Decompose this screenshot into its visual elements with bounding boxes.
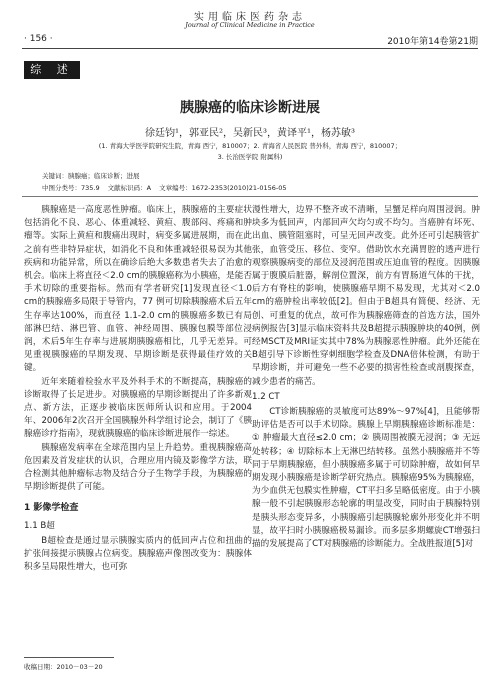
meta-divider xyxy=(22,196,478,197)
header-divider xyxy=(22,48,478,49)
subsection-heading-ct: 1.2 CT xyxy=(252,391,280,402)
page-number: · 156 · xyxy=(24,34,53,44)
classification-meta: 中图分类号：735.9 文献标识码：A 文章编号：1672-2353(2010)21-0156-05 xyxy=(42,184,287,192)
body-paragraph: 胰腺癌是一高度恶性肿瘤。临床上，胰腺癌的主要症状包括消化不良、恶心、体重减轻、黄疸、腹部闷、疼痛和肿瘤等。实际上黄疸和腹痛出现时，病变多属进展期，而在此之前有些非特异症状，如消化不良和体重减轻很易误为其他疾病和功能异常，所以在确诊后绝大多数患者失去了治愈的机会。临床上将直径＜2.0 cm的胰腺癌称为小胰癌，是能否手术切除的重要指标。然而有学者研究[1]发现直径＜1.0 cm的胰腺癌多局限于导管内，77 例可切除胰腺癌术后五年生存率达100%，而直径 1.1-2.0 cm的胰腺癌多数已有局部淋巴结、淋巴管、血管、神经周围、胰腺包膜等部位浸润，术后5年生存率与进展期胰腺癌相比，几乎无差异。可见重视胰腺癌的早期发现、早期诊断是获得最佳疗效的关键。 xyxy=(24,205,252,374)
subsection-heading-bmode: 1.1 B超 xyxy=(24,520,55,531)
journal-title-cn: 实用临床医药杂志 xyxy=(194,12,306,23)
right-column xyxy=(252,204,480,551)
footnote-divider xyxy=(24,657,114,658)
section-tag: 综 述 xyxy=(24,61,80,79)
affiliation-line-2: 3. 长治医学院 附属科) xyxy=(217,153,283,161)
section-heading-imaging: 1 影像学检查 xyxy=(24,503,79,514)
affiliation-line-1: (1. 青海大学医学院研究生院，青海 西宁，810007；2. 青海省人民医院 普外科，青海 西宁，810007； xyxy=(98,142,402,150)
body-paragraph: B超检查是通过显示胰腺实质内的低回声占位和扭曲的扩张间接提示胰腺占位病变。胰腺癌声像图改变为：胰腺体积多呈局限性增大，也可弥 xyxy=(24,535,252,573)
journal-title-en: Journal of Clinical Medicine in Practice xyxy=(185,21,315,29)
keywords: 关键词：胰腺癌；临床诊断；进展 xyxy=(42,172,140,180)
article-authors: 徐廷钧¹，郭亚民²，吴新民³，黄译平¹，杨苏敏³ xyxy=(144,128,356,139)
body-paragraph: 胰腺癌发病率在全球范围内呈上升趋势。重视胰腺癌高危因素及首发症状的认识，合理应用内镜及影像学方法，联合检测其他肿瘤标志物及结合分子生物学手段，为胰腺癌的早期诊断提供了可能。 xyxy=(24,442,252,493)
body-paragraph: 近年来随着检验水平及外科手术的不断提高，胰腺癌的诊断取得了长足进步。对胰腺癌的早期诊断提出了许多新观点、新方法，正逐步被临床医师所认识和应用。于2004年、2006年2次召开全国胰腺外科学组讨论会，制订了《胰腺癌诊疗指南》，现就胰腺癌的临床诊断进展作一综述。 xyxy=(24,376,252,440)
body-paragraph: CT诊断胰腺癌的灵敏度可达89%～97%[4]，且能够帮助评估是否可以手术切除。胰腺上早期胰腺癌诊断标准是：① 肿瘤最大直径≤2.0 cm；② 胰周围被膜无浸润；③ 无远处转移；④ 切除标本上无淋巴结转移。虽然小胰腺癌并不等同于早期胰腺癌，但小胰腺癌多属于可切除肿瘤，故如何早期发现小胰腺癌是诊断学研究热点。胰腺癌95%为胰腺癌，为少血供无包膜实性肿瘤，CT平扫多呈略低密度。由于小胰腺一般不引起胰腺形态轮廓的明显改变，同时由于胰腺特别是胰头形态变异多，小胰腺癌引起胰腺轮廓外形变化并不明显，故平扫时小胰腺癌极易漏诊。而多层多期螺旋CT增强扫描的发展提高了CT对胰腺癌的诊断能力。全战胜报道[5]对 xyxy=(252,407,480,550)
left-column xyxy=(24,204,252,574)
issue-info: 2010年第14卷第21期 xyxy=(387,37,478,47)
article-title: 胰腺癌的临床诊断进展 xyxy=(180,100,320,116)
body-paragraph: 漫性增大，边界不整齐或不清晰，呈蟹足样向周围浸润。肿块多为低回声，内部回声欠均匀或不均匀。当癌肿有坏死、出血、胰管阻塞时，可呈无回声改变。此外还可引起胰管扩张，血管受压、移位、变窄。借助饮水充满胃腔的透声进行观察胰腺病变的部位及浸润范围或压迫血管的程度。因胰腺属于腹膜后脏器，解剖位置深，前方有胃肠道气体的干扰，后方有脊柱的影响，使胰腺癌早期不易发现，尤其对＜2.0 cm的癌肿检出率较低[2]。但由于B超具有简便、经济、无创、可重复的优点，故可作为胰腺癌筛查的首选方法，国外病例报告[3]显示临床资料共及B超提示胰腺肿块的40例，例经MSCT及MRI证实其中78%为胰腺恶性肿瘤。此外还能在B超引导下诊断性穿刺细胞学检查及DNA倍体检测，有助于早期诊断，并可避免一些不必要的损害性检查或剖腹探查，减少患者的痛苦。 xyxy=(252,205,480,387)
received-date: 收稿日期：2010－03－20 xyxy=(24,663,103,671)
